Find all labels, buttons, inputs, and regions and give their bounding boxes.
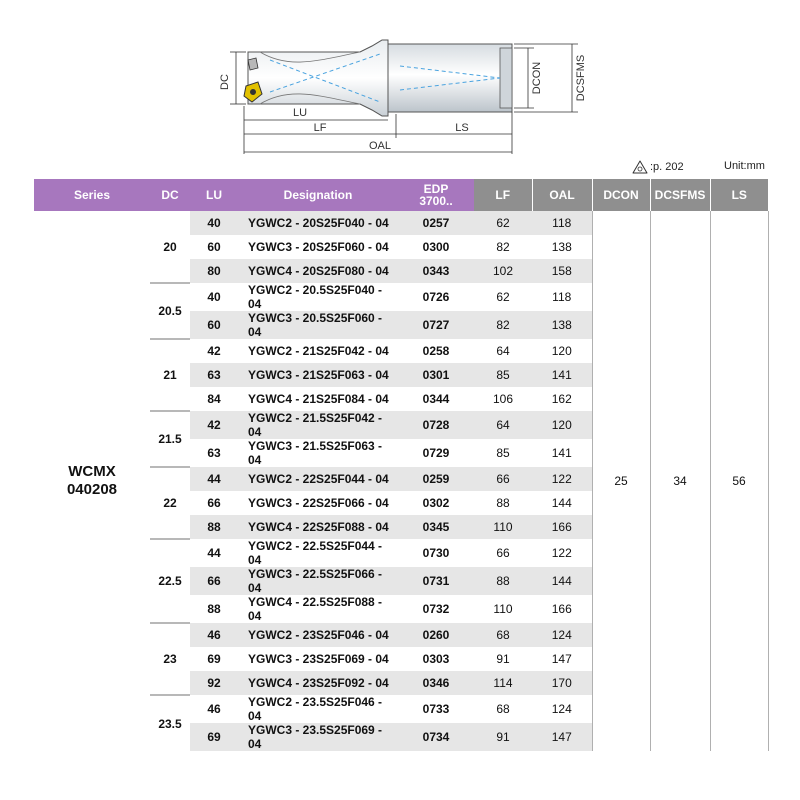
lu-cell: 42 (190, 411, 238, 439)
oal-cell: 122 (532, 539, 592, 567)
lu-cell: 84 (190, 387, 238, 411)
header-ls: LS (710, 179, 768, 211)
oal-cell: 141 (532, 363, 592, 387)
header-dc: DC (150, 179, 190, 211)
designation-cell: YGWC2 - 21.5S25F042 - 04 (238, 411, 398, 439)
lu-cell: 92 (190, 671, 238, 695)
lu-cell: 88 (190, 515, 238, 539)
edp-cell: 0303 (398, 647, 474, 671)
edp-cell: 0300 (398, 235, 474, 259)
dcsfms-cell: 34 (650, 211, 710, 751)
edp-cell: 0734 (398, 723, 474, 751)
designation-cell: YGWC4 - 22S25F088 - 04 (238, 515, 398, 539)
lu-cell: 44 (190, 467, 238, 491)
edp-cell: 0257 (398, 211, 474, 235)
dc-cell: 20 (150, 211, 190, 283)
edp-cell: 0732 (398, 595, 474, 623)
dim-label-dcon: DCON (531, 61, 543, 95)
dc-cell: 21 (150, 339, 190, 411)
designation-cell: YGWC4 - 20S25F080 - 04 (238, 259, 398, 283)
lf-cell: 64 (474, 339, 532, 363)
lu-cell: 63 (190, 439, 238, 467)
dim-label-lu: LU (292, 107, 308, 119)
drill-body (248, 40, 388, 116)
tool-diagram (200, 30, 600, 160)
edp-cell: 0302 (398, 491, 474, 515)
oal-cell: 166 (532, 595, 592, 623)
lf-cell: 66 (474, 467, 532, 491)
lu-cell: 80 (190, 259, 238, 283)
designation-cell: YGWC4 - 21S25F084 - 04 (238, 387, 398, 411)
oal-cell: 158 (532, 259, 592, 283)
insert-shape-icon (632, 160, 648, 174)
lu-cell: 60 (190, 235, 238, 259)
lf-cell: 85 (474, 363, 532, 387)
designation-cell: YGWC4 - 23S25F092 - 04 (238, 671, 398, 695)
designation-cell: YGWC2 - 21S25F042 - 04 (238, 339, 398, 363)
lf-cell: 82 (474, 311, 532, 339)
edp-cell: 0345 (398, 515, 474, 539)
edp-cell: 0346 (398, 671, 474, 695)
lu-cell: 40 (190, 211, 238, 235)
edp-cell: 0733 (398, 695, 474, 723)
edp-cell: 0260 (398, 623, 474, 647)
lf-cell: 82 (474, 235, 532, 259)
lf-cell: 110 (474, 515, 532, 539)
header-edp-line2: 3700.. (419, 194, 453, 208)
lu-cell: 42 (190, 339, 238, 363)
drill-shank (388, 44, 512, 112)
lu-cell: 60 (190, 311, 238, 339)
dc-cell: 23.5 (150, 695, 190, 751)
lf-cell: 88 (474, 491, 532, 515)
oal-cell: 170 (532, 671, 592, 695)
designation-cell: YGWC3 - 20.5S25F060 - 04 (238, 311, 398, 339)
header-edp-line1: EDP (423, 182, 449, 196)
product-table (34, 179, 769, 751)
lu-cell: 66 (190, 491, 238, 515)
oal-cell: 144 (532, 567, 592, 595)
edp-cell: 0344 (398, 387, 474, 411)
oal-cell: 124 (532, 623, 592, 647)
header-designation: Designation (238, 179, 398, 211)
oal-cell: 144 (532, 491, 592, 515)
oal-cell: 120 (532, 339, 592, 363)
designation-cell: YGWC2 - 22.5S25F044 - 04 (238, 539, 398, 567)
designation-cell: YGWC3 - 21.5S25F063 - 04 (238, 439, 398, 467)
designation-cell: YGWC3 - 22.5S25F066 - 04 (238, 567, 398, 595)
dim-label-oal: OAL (368, 140, 392, 152)
lf-cell: 66 (474, 539, 532, 567)
dc-cell: 20.5 (150, 283, 190, 339)
lf-cell: 114 (474, 671, 532, 695)
edp-cell: 0259 (398, 467, 474, 491)
edp-cell: 0343 (398, 259, 474, 283)
lf-cell: 68 (474, 623, 532, 647)
lu-cell: 44 (190, 539, 238, 567)
page-reference-note (632, 160, 684, 174)
dc-cell: 22.5 (150, 539, 190, 623)
series-line1: WCMX (68, 463, 116, 480)
lu-cell: 69 (190, 723, 238, 751)
edp-cell: 0258 (398, 339, 474, 363)
lf-cell: 68 (474, 695, 532, 723)
lf-cell: 62 (474, 283, 532, 311)
edp-cell: 0730 (398, 539, 474, 567)
lu-cell: 66 (190, 567, 238, 595)
edp-cell: 0728 (398, 411, 474, 439)
oal-cell: 124 (532, 695, 592, 723)
oal-cell: 162 (532, 387, 592, 411)
designation-cell: YGWC2 - 23.5S25F046 - 04 (238, 695, 398, 723)
table-body (34, 211, 768, 751)
unit-note: Unit:mm (724, 160, 765, 172)
oal-cell: 118 (532, 211, 592, 235)
lu-cell: 63 (190, 363, 238, 387)
series-cell (34, 211, 150, 751)
oal-cell: 138 (532, 235, 592, 259)
series-line2: 040208 (66, 481, 118, 498)
lf-cell: 62 (474, 211, 532, 235)
designation-cell: YGWC3 - 21S25F063 - 04 (238, 363, 398, 387)
oal-cell: 122 (532, 467, 592, 491)
designation-cell: YGWC2 - 22S25F044 - 04 (238, 467, 398, 491)
lf-cell: 91 (474, 723, 532, 751)
lf-cell: 110 (474, 595, 532, 623)
oal-cell: 147 (532, 723, 592, 751)
lu-cell: 46 (190, 695, 238, 723)
ls-cell: 56 (710, 211, 768, 751)
oal-cell: 141 (532, 439, 592, 467)
edp-cell: 0726 (398, 283, 474, 311)
edp-cell: 0729 (398, 439, 474, 467)
table-row (34, 211, 768, 235)
lf-cell: 64 (474, 411, 532, 439)
dc-cell: 22 (150, 467, 190, 539)
designation-cell: YGWC2 - 20.5S25F040 - 04 (238, 283, 398, 311)
lf-cell: 102 (474, 259, 532, 283)
lu-cell: 40 (190, 283, 238, 311)
dim-label-lf: LF (313, 122, 327, 134)
lu-cell: 46 (190, 623, 238, 647)
lf-cell: 91 (474, 647, 532, 671)
designation-cell: YGWC3 - 22S25F066 - 04 (238, 491, 398, 515)
oal-cell: 120 (532, 411, 592, 439)
designation-cell: YGWC3 - 23.5S25F069 - 04 (238, 723, 398, 751)
dc-cell: 21.5 (150, 411, 190, 467)
designation-cell: YGWC2 - 23S25F046 - 04 (238, 623, 398, 647)
dim-label-dcsfms: DCSFMS (575, 54, 587, 102)
oal-cell: 166 (532, 515, 592, 539)
oal-cell: 147 (532, 647, 592, 671)
lu-cell: 88 (190, 595, 238, 623)
page-reference-text: :p. 202 (650, 161, 684, 173)
lu-cell: 69 (190, 647, 238, 671)
oal-cell: 118 (532, 283, 592, 311)
lf-cell: 88 (474, 567, 532, 595)
oal-cell: 138 (532, 311, 592, 339)
designation-cell: YGWC2 - 20S25F040 - 04 (238, 211, 398, 235)
lf-cell: 106 (474, 387, 532, 411)
edp-cell: 0731 (398, 567, 474, 595)
designation-cell: YGWC3 - 20S25F060 - 04 (238, 235, 398, 259)
header-series: Series (34, 179, 150, 211)
header-edp (398, 179, 474, 211)
designation-cell: YGWC3 - 23S25F069 - 04 (238, 647, 398, 671)
header-dcsfms: DCSFMS (650, 179, 710, 211)
header-dcon: DCON (592, 179, 650, 211)
header-oal: OAL (532, 179, 592, 211)
header-lf: LF (474, 179, 532, 211)
edp-cell: 0727 (398, 311, 474, 339)
table-header-row (34, 179, 768, 211)
dc-cell: 23 (150, 623, 190, 695)
designation-cell: YGWC4 - 22.5S25F088 - 04 (238, 595, 398, 623)
dim-label-dc: DC (219, 74, 231, 90)
dcon-cell: 25 (592, 211, 650, 751)
dim-label-ls: LS (455, 122, 469, 134)
edp-cell: 0301 (398, 363, 474, 387)
header-lu: LU (190, 179, 238, 211)
lf-cell: 85 (474, 439, 532, 467)
